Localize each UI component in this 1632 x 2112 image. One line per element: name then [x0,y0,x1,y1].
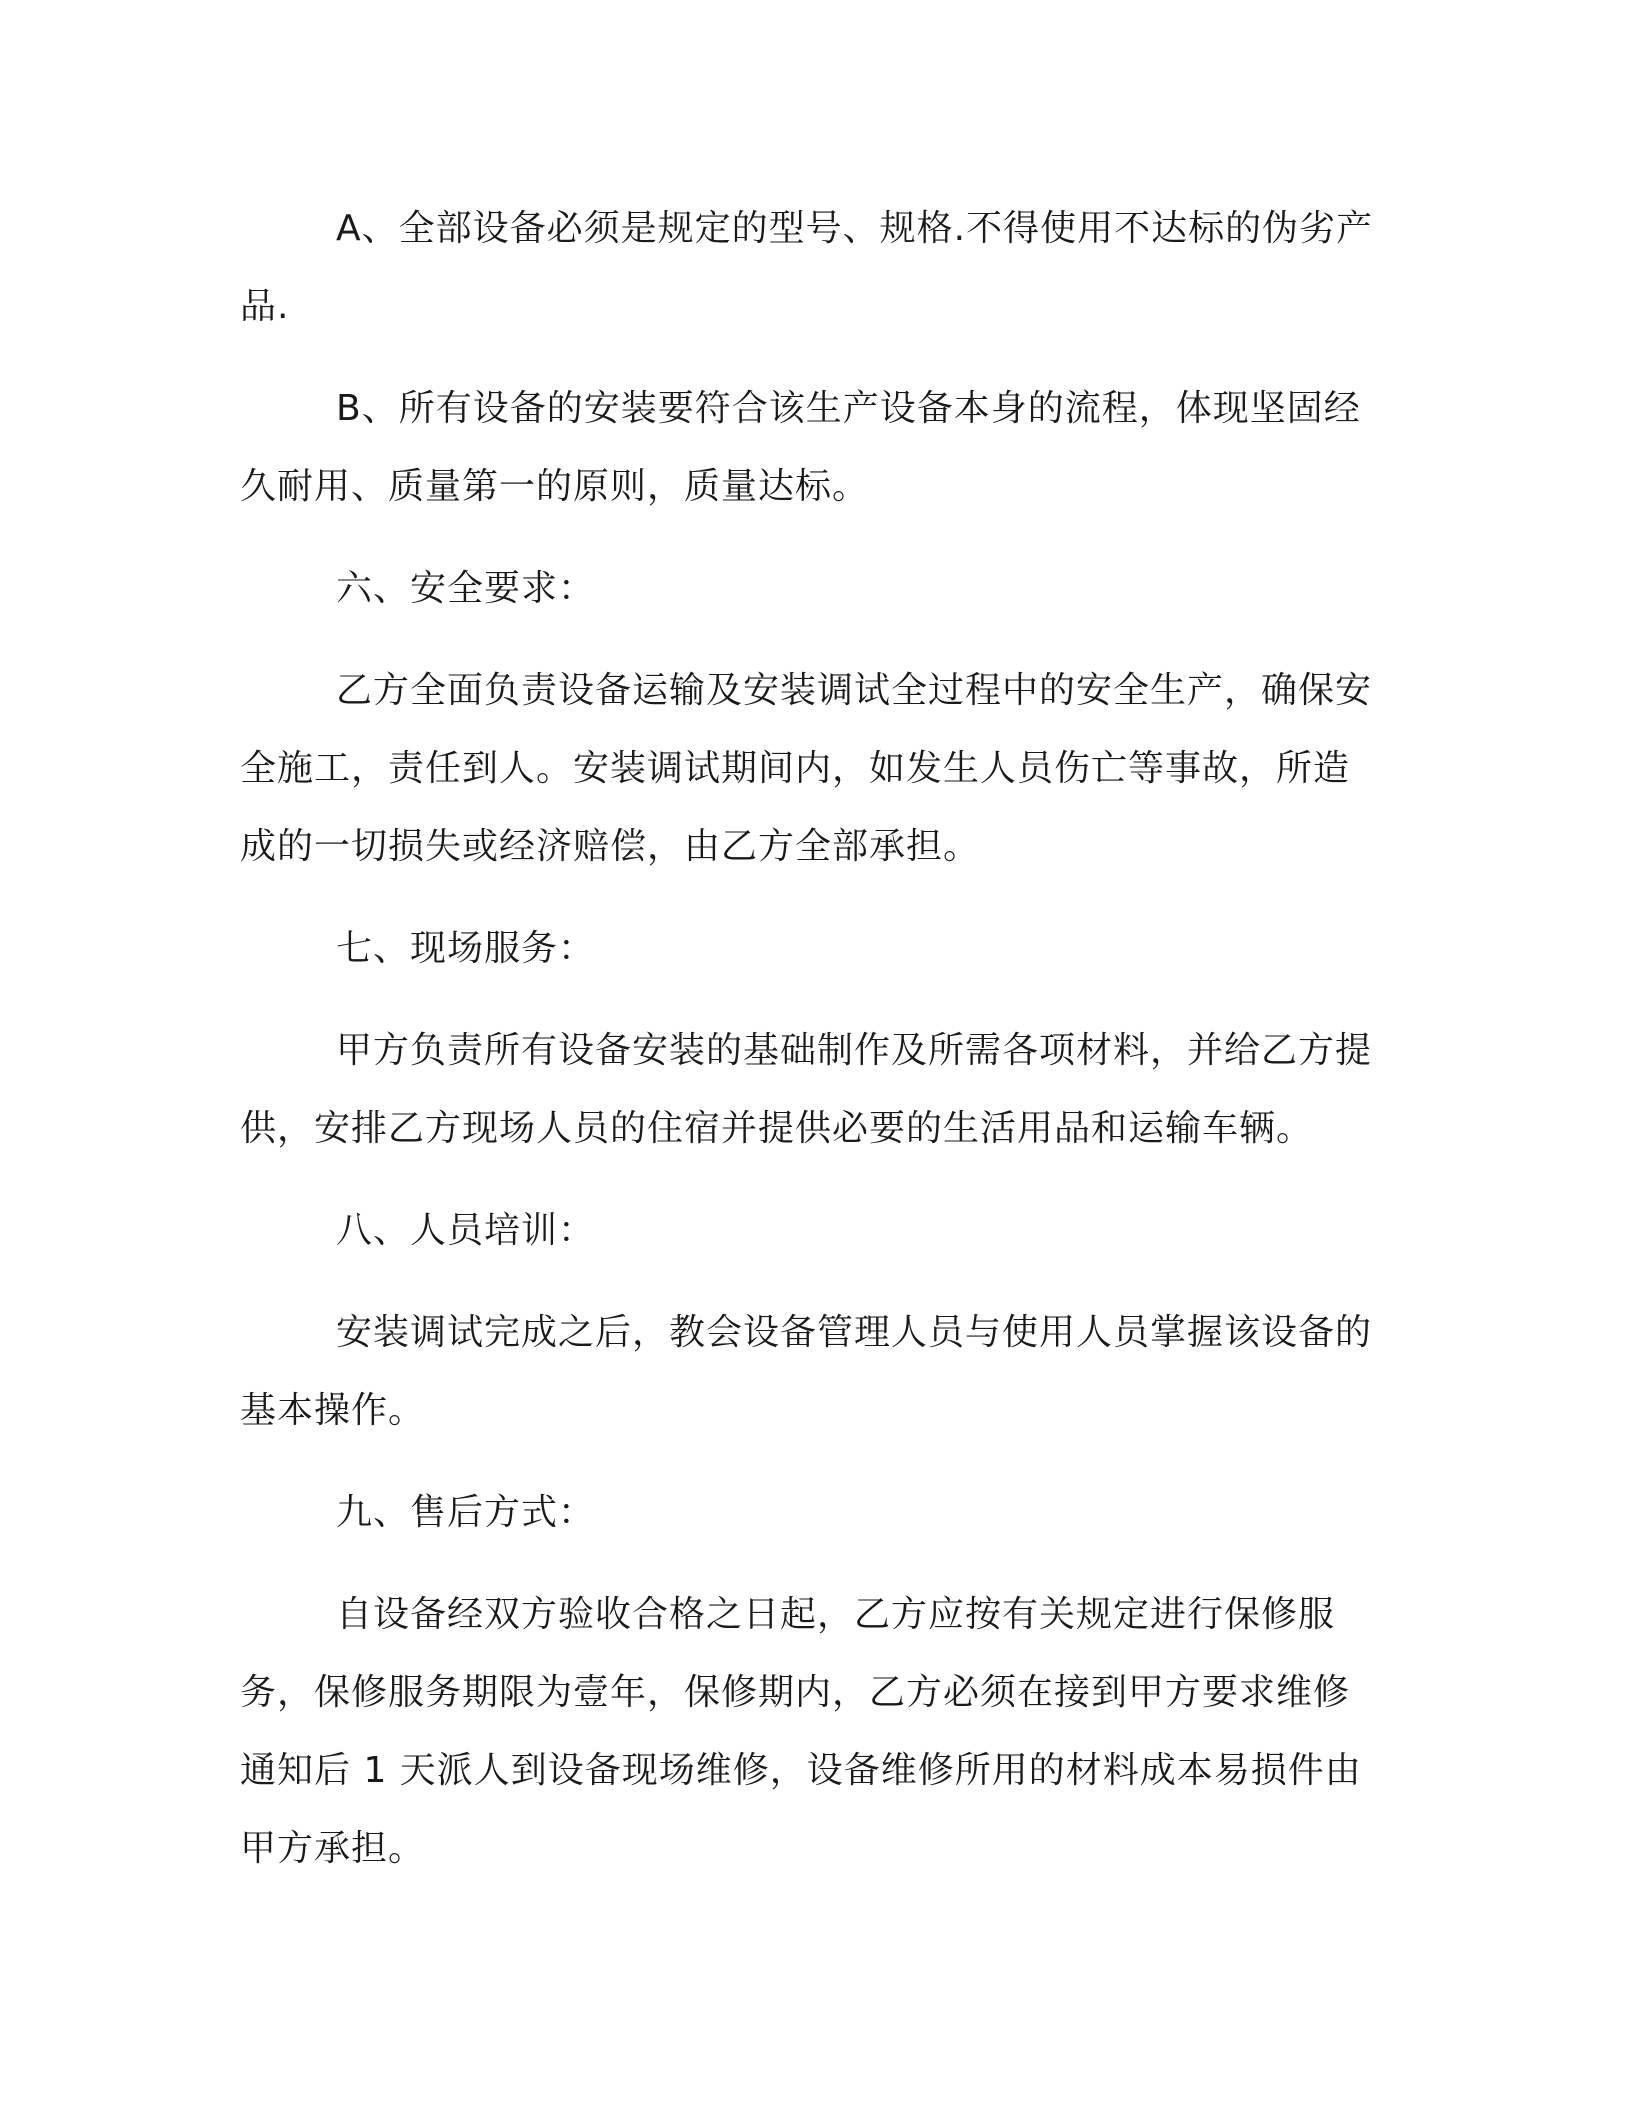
heading-safety-requirements: 六、安全要求： [336,568,596,609]
heading-staff-training: 八、人员培训： [336,1210,596,1251]
heading-after-sales: 九、售后方式： [336,1492,596,1533]
paragraph-equipment-spec: A、全部设备必须是规定的型号、规格.不得使用不达标的伪劣产品. [240,208,1374,327]
paragraph-safety-responsibility: 乙方全面负责设备运输及安装调试全过程中的安全生产，确保安全施工，责任到人。安装调试期间内，如发生人员伤亡等事故，所造成的一切损失或经济赔偿，由乙方全部承担。 [240,670,1373,867]
paragraph-onsite-service: 甲方负责所有设备安装的基础制作及所需各项材料，并给乙方提供，安排乙方现场人员的住宿并提供必要的生活用品和运输车辆。 [240,1030,1373,1149]
paragraph-installation-process: B、所有设备的安装要符合该生产设备本身的流程，体现坚固经久耐用、质量第一的原则，质量达标。 [240,388,1361,507]
paragraph-after-sales: 自设备经双方验收合格之日起，乙方应按有关规定进行保修服务，保修服务期限为壹年，保修期内，乙方必须在接到甲方要求维修通知后 1 天派人到设备现场维修，设备维修所用的材料成本易损件由甲方承担。 [240,1594,1362,1869]
paragraph-staff-training: 安装调试完成之后，教会设备管理人员与使用人员掌握该设备的基本操作。 [240,1312,1373,1431]
heading-onsite-service: 七、现场服务： [336,928,596,969]
document-body [240,190,1380,1888]
